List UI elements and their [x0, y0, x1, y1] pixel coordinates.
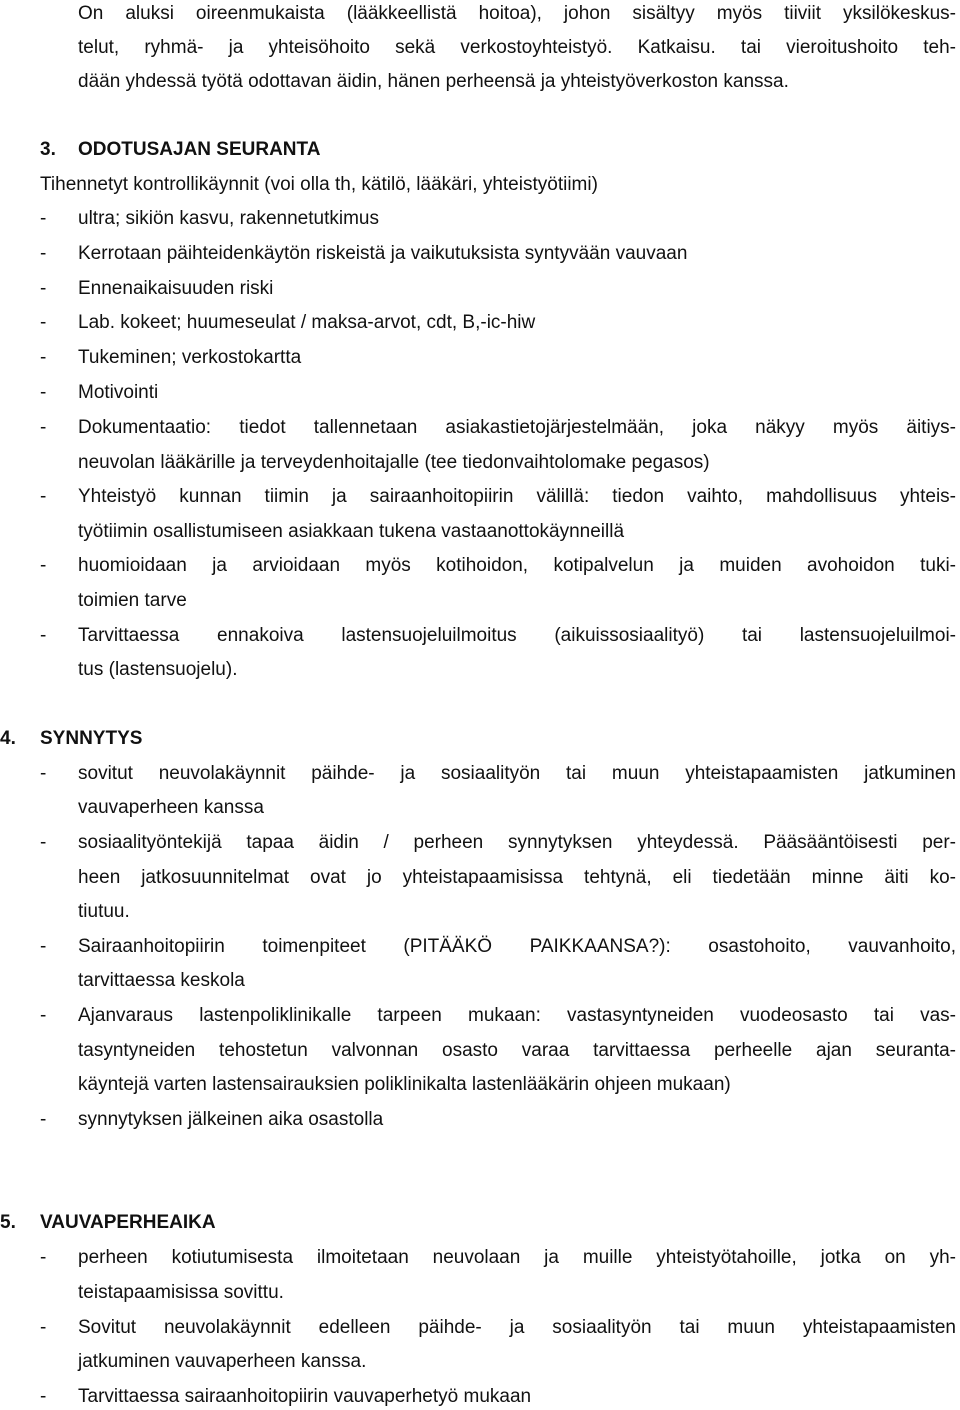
section-4-title: SYNNYTYS	[40, 728, 143, 749]
list-item-continuation: käyntejä varten lastensairauksien poliklinikalta lastenlääkärin ohjeen mukaan)	[78, 1074, 731, 1095]
list-item: Ennenaikaisuuden riski	[78, 278, 274, 299]
list-item-continuation: tus (lastensuojelu).	[78, 659, 238, 680]
bullet-dash: -	[40, 1317, 47, 1338]
bullet-dash: -	[40, 382, 47, 403]
list-item: Yhteistyö kunnan tiimin ja sairaanhoitopiirin välillä: tiedon vaihto, mahdollisuus yhteis-	[78, 486, 956, 507]
bullet-dash: -	[40, 1005, 47, 1026]
list-item-continuation: tasyntyneiden tehostetun valvonnan osasto varaa tarvittaessa perheelle ajan seuranta-	[78, 1040, 956, 1061]
list-item: ultra; sikiön kasvu, rakennetutkimus	[78, 208, 379, 229]
section-3-number: 3.	[40, 139, 56, 160]
bullet-dash: -	[40, 555, 47, 576]
list-item: Motivointi	[78, 382, 159, 403]
section-5-number: 5.	[0, 1212, 16, 1233]
list-item-continuation: tarvittaessa keskola	[78, 970, 245, 991]
bullet-dash: -	[40, 243, 47, 264]
list-item: Sairaanhoitopiirin toimenpiteet (PITÄÄKÖ PAIKKAANSA?): osastohoito, vauvanhoito,	[78, 936, 956, 957]
list-item-continuation: teistapaamisissa sovittu.	[78, 1282, 284, 1303]
list-item: Tarvittaessa ennakoiva lastensuojeluilmoitus (aikuissosiaalityö) tai lastensuojeluilmoi-	[78, 625, 956, 646]
bullet-dash: -	[40, 208, 47, 229]
list-item: Tukeminen; verkostokartta	[78, 347, 302, 368]
section-5-title: VAUVAPERHEAIKA	[40, 1212, 216, 1233]
bullet-dash: -	[40, 486, 47, 507]
bullet-dash: -	[40, 347, 47, 368]
list-item: sovitut neuvolakäynnit päihde- ja sosiaalityön tai muun yhteistapaamisten jatkuminen	[78, 763, 956, 784]
list-item: Sovitut neuvolakäynnit edelleen päihde- ja sosiaalityön tai muun yhteistapaamisten	[78, 1317, 956, 1338]
bullet-dash: -	[40, 1247, 47, 1268]
intro-line-3: dään yhdessä työtä odottavan äidin, hänen perheensä ja yhteistyöverkoston kanssa.	[78, 71, 789, 92]
bullet-dash: -	[40, 936, 47, 957]
list-item-continuation: neuvolan lääkärille ja terveydenhoitajalle (tee tiedonvaihtolomake pegasos)	[78, 452, 710, 473]
list-item: huomioidaan ja arvioidaan myös kotihoidon, kotipalvelun ja muiden avohoidon tuki-	[78, 555, 956, 576]
bullet-dash: -	[40, 417, 47, 438]
list-item: synnytyksen jälkeinen aika osastolla	[78, 1109, 384, 1130]
list-item: sosiaalityöntekijä tapaa äidin / perheen synnytyksen yhteydessä. Pääsääntöisesti per-	[78, 832, 956, 853]
intro-line-1: On aluksi oireenmukaista (lääkkeellistä hoitoa), johon sisältyy myös tiiviit yksilökeskus-	[78, 3, 956, 24]
list-item: perheen kotiutumisesta ilmoitetaan neuvolaan ja muille yhteistyötahoille, jotka on yh-	[78, 1247, 956, 1268]
list-item-continuation: jatkuminen vauvaperheen kanssa.	[78, 1351, 367, 1372]
bullet-dash: -	[40, 832, 47, 853]
list-item-continuation: toimien tarve	[78, 590, 187, 611]
list-item-continuation: heen jatkosuunnitelmat ovat jo yhteistapaamisissa tehtynä, eli tiedetään minne äiti ko-	[78, 867, 956, 888]
section-3-title: ODOTUSAJAN SEURANTA	[78, 139, 321, 160]
list-item: Tarvittaessa sairaanhoitopiirin vauvaperhetyö mukaan	[78, 1386, 532, 1407]
list-item: Lab. kokeet; huumeseulat / maksa-arvot, cdt, B,-ic-hiw	[78, 312, 536, 333]
intro-line-2: telut, ryhmä- ja yhteisöhoito sekä verkostoyhteistyö. Katkaisu. tai vieroitushoito teh-	[78, 37, 956, 58]
bullet-dash: -	[40, 1109, 47, 1130]
list-item: Kerrotaan päihteidenkäytön riskeistä ja vaikutuksista syntyvään vauvaan	[78, 243, 688, 264]
list-item-continuation: vauvaperheen kanssa	[78, 797, 264, 818]
bullet-dash: -	[40, 278, 47, 299]
section-3-intro: Tihennetyt kontrollikäynnit (voi olla th, kätilö, lääkäri, yhteistyötiimi)	[40, 174, 598, 195]
bullet-dash: -	[40, 625, 47, 646]
section-4-number: 4.	[0, 728, 16, 749]
bullet-dash: -	[40, 312, 47, 333]
list-item-continuation: työtiimin osallistumiseen asiakkaan tukena vastaanottokäynneillä	[78, 521, 625, 542]
list-item: Ajanvaraus lastenpoliklinikalle tarpeen mukaan: vastasyntyneiden vuodeosasto tai vas-	[78, 1005, 956, 1026]
bullet-dash: -	[40, 763, 47, 784]
bullet-dash: -	[40, 1386, 47, 1407]
list-item: Dokumentaatio: tiedot tallennetaan asiakastietojärjestelmään, joka näkyy myös äitiys-	[78, 417, 956, 438]
list-item-continuation: tiutuu.	[78, 901, 130, 922]
